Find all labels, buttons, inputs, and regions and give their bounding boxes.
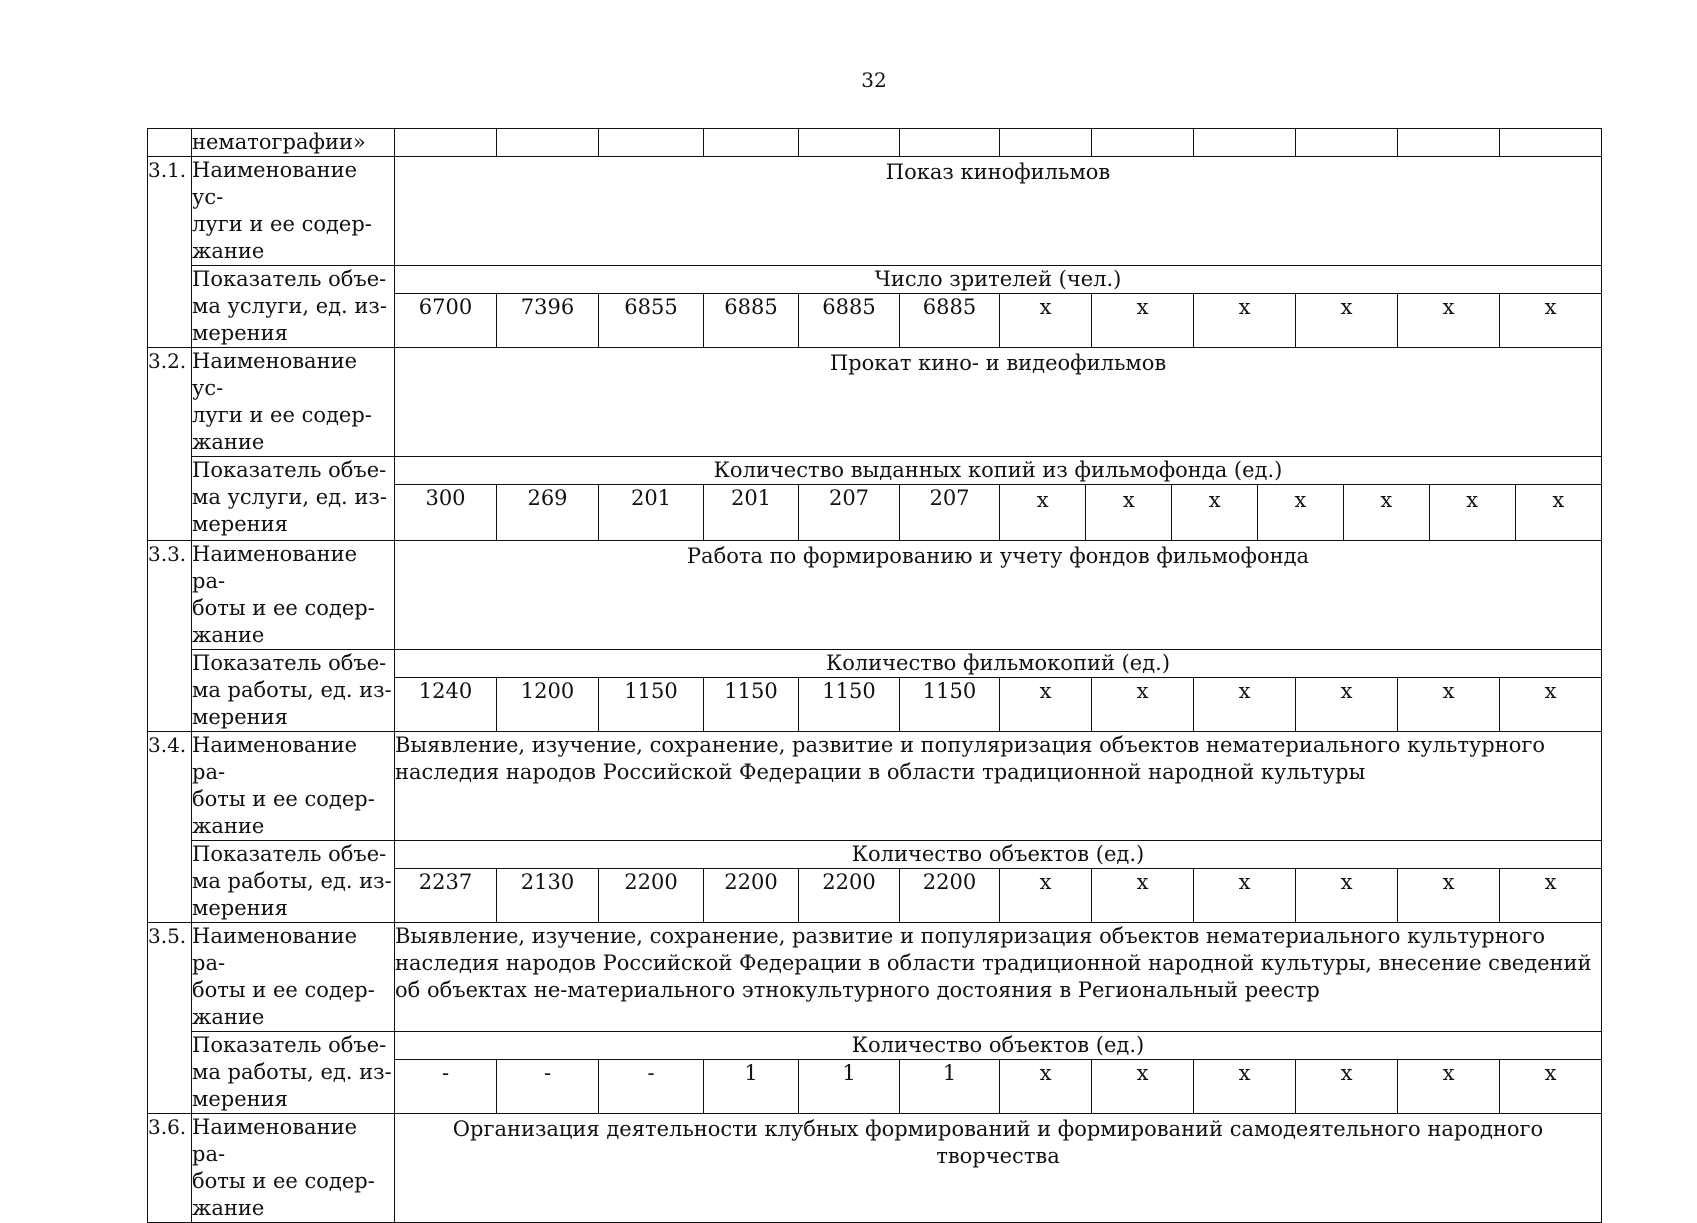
label-line: жание bbox=[192, 1196, 265, 1220]
empty-cell bbox=[1000, 129, 1092, 157]
value-cell: x bbox=[1194, 1060, 1296, 1114]
label-line: жание bbox=[192, 430, 265, 454]
value-cell: - bbox=[395, 1060, 497, 1114]
section-number: 3.6. bbox=[148, 1114, 192, 1223]
table-row bbox=[148, 1032, 1602, 1060]
label-line: Показатель объе- bbox=[192, 267, 387, 291]
empty-cell bbox=[599, 129, 704, 157]
value-cell: x bbox=[1515, 485, 1601, 540]
label-line: ма услуги, ед. из- bbox=[192, 294, 387, 318]
table-row bbox=[1000, 485, 1601, 540]
empty-cell bbox=[1500, 129, 1602, 157]
indicator-name: Количество фильмокопий (ед.) bbox=[395, 650, 1602, 678]
empty-cell bbox=[1194, 129, 1296, 157]
value-cell: x bbox=[1398, 869, 1500, 923]
table-row bbox=[148, 541, 1602, 650]
label-line: мерения bbox=[192, 512, 288, 536]
table-row bbox=[148, 732, 1602, 841]
table-row bbox=[148, 1114, 1602, 1223]
label-line: луги и ее содер- bbox=[192, 212, 372, 236]
table-row bbox=[148, 129, 1602, 157]
indicator-label bbox=[192, 457, 395, 541]
value-cell: 201 bbox=[704, 485, 799, 541]
label-line: мерения bbox=[192, 705, 288, 729]
value-cell: x bbox=[1000, 869, 1092, 923]
indicator-name: Число зрителей (чел.) bbox=[395, 266, 1602, 294]
service-name: Показ кинофильмов bbox=[395, 157, 1602, 266]
empty-cell bbox=[704, 129, 799, 157]
value-cell: 300 bbox=[395, 485, 497, 541]
service-name: Выявление, изучение, сохранение, развитие и популяризация объектов нематериального культурного наследия народов Российской Федерации в области традиционной народной культуры, внесение сведений об объектах не-материального этнокультурного достояния в Региональный реестр bbox=[395, 923, 1602, 1032]
value-cell: 1 bbox=[704, 1060, 799, 1114]
name-label bbox=[192, 923, 395, 1032]
service-name: Работа по формированию и учету фондов фильмофонда bbox=[395, 541, 1602, 650]
value-cell: x bbox=[1092, 678, 1194, 732]
table-row bbox=[148, 157, 1602, 266]
section-number: 3.3. bbox=[148, 541, 192, 732]
value-cell: x bbox=[1086, 485, 1172, 540]
num-cell bbox=[148, 129, 192, 157]
value-cell: x bbox=[1258, 485, 1344, 540]
empty-cell bbox=[1092, 129, 1194, 157]
value-cell: x bbox=[1092, 1060, 1194, 1114]
indicator-label bbox=[192, 1032, 395, 1114]
section-number: 3.2. bbox=[148, 348, 192, 541]
value-cell: 2237 bbox=[395, 869, 497, 923]
empty-cell bbox=[1296, 129, 1398, 157]
value-cell: x bbox=[1000, 678, 1092, 732]
section-number: 3.1. bbox=[148, 157, 192, 348]
name-label bbox=[192, 1114, 395, 1223]
value-cell: x bbox=[1000, 294, 1092, 348]
table-row bbox=[148, 650, 1602, 678]
empty-cell bbox=[395, 129, 497, 157]
value-cell: 6885 bbox=[900, 294, 1000, 348]
value-cell: 207 bbox=[900, 485, 1000, 541]
service-name: Организация деятельности клубных формирований и формирований самодеятельного народного творчества bbox=[395, 1114, 1602, 1223]
empty-cell bbox=[1398, 129, 1500, 157]
value-cell: x bbox=[1296, 294, 1398, 348]
label-line: луги и ее содер- bbox=[192, 403, 372, 427]
label-line: Наименование ус- bbox=[192, 349, 357, 400]
x-values-subtable bbox=[1000, 485, 1601, 540]
name-label bbox=[192, 732, 395, 841]
name-label bbox=[192, 157, 395, 266]
row-label: нематографии» bbox=[192, 129, 395, 157]
label-line: мерения bbox=[192, 321, 288, 345]
indicator-label bbox=[192, 841, 395, 923]
value-cell: x bbox=[1194, 294, 1296, 348]
value-cell: 1150 bbox=[900, 678, 1000, 732]
value-cell: 1240 bbox=[395, 678, 497, 732]
page-number: 32 bbox=[861, 68, 887, 92]
value-cell: 2200 bbox=[900, 869, 1000, 923]
value-cell: 1 bbox=[799, 1060, 900, 1114]
empty-cell bbox=[799, 129, 900, 157]
table-row bbox=[148, 457, 1602, 485]
label-line: боты и ее содер- bbox=[192, 787, 375, 811]
label-line: жание bbox=[192, 814, 265, 838]
value-cell: x bbox=[1500, 869, 1602, 923]
value-cell: x bbox=[1500, 294, 1602, 348]
value-cell: 2200 bbox=[704, 869, 799, 923]
label-line: Наименование ра- bbox=[192, 924, 357, 975]
table-row bbox=[148, 348, 1602, 457]
value-cell: x bbox=[1194, 869, 1296, 923]
value-cell: x bbox=[1398, 294, 1500, 348]
value-cell: x bbox=[1296, 678, 1398, 732]
label-line: боты и ее содер- bbox=[192, 978, 375, 1002]
label-line: боты и ее содер- bbox=[192, 596, 375, 620]
label-line: Наименование ра- bbox=[192, 733, 357, 784]
value-cell: 6885 bbox=[799, 294, 900, 348]
indicator-name: Количество объектов (ед.) bbox=[395, 841, 1602, 869]
value-cell: 6885 bbox=[704, 294, 799, 348]
indicator-name: Количество объектов (ед.) bbox=[395, 1032, 1602, 1060]
value-cell: x bbox=[1343, 485, 1429, 540]
value-cell: 6700 bbox=[395, 294, 497, 348]
label-line: боты и ее содер- bbox=[192, 1169, 375, 1193]
value-cell: 7396 bbox=[497, 294, 599, 348]
name-label bbox=[192, 348, 395, 457]
label-line: Показатель объе- bbox=[192, 842, 387, 866]
value-cell: 207 bbox=[799, 485, 900, 541]
table-row bbox=[148, 841, 1602, 869]
value-cell: x bbox=[1172, 485, 1258, 540]
value-cell: 201 bbox=[599, 485, 704, 541]
value-cell: 6855 bbox=[599, 294, 704, 348]
value-cell: - bbox=[497, 1060, 599, 1114]
indicator-label bbox=[192, 266, 395, 348]
label-line: жание bbox=[192, 1005, 265, 1029]
label-line: мерения bbox=[192, 896, 288, 920]
section-number: 3.5. bbox=[148, 923, 192, 1114]
service-name: Прокат кино- и видеофильмов bbox=[395, 348, 1602, 457]
value-cell: x bbox=[1092, 294, 1194, 348]
value-cell: 1150 bbox=[599, 678, 704, 732]
value-cell: 1150 bbox=[799, 678, 900, 732]
label-line: ма работы, ед. из- bbox=[192, 869, 392, 893]
value-cell: 1150 bbox=[704, 678, 799, 732]
value-cell: 269 bbox=[497, 485, 599, 541]
label-line: жание bbox=[192, 623, 265, 647]
value-cell: 2200 bbox=[799, 869, 900, 923]
table-row bbox=[148, 266, 1602, 294]
value-cell: 2130 bbox=[497, 869, 599, 923]
value-cell: 1200 bbox=[497, 678, 599, 732]
value-cell: x bbox=[1296, 1060, 1398, 1114]
label-line: Наименование ра- bbox=[192, 1115, 357, 1166]
label-line: жание bbox=[192, 239, 265, 263]
value-cell: x bbox=[1092, 869, 1194, 923]
value-cell: x bbox=[1500, 678, 1602, 732]
name-label bbox=[192, 541, 395, 650]
section-number: 3.4. bbox=[148, 732, 192, 923]
label-line: Показатель объе- bbox=[192, 1033, 387, 1057]
label-line: ма работы, ед. из- bbox=[192, 1060, 392, 1084]
label-line: мерения bbox=[192, 1087, 288, 1111]
label-line: ма услуги, ед. из- bbox=[192, 485, 387, 509]
label-line: Наименование ус- bbox=[192, 158, 357, 209]
value-cell: x bbox=[1036, 488, 1049, 512]
value-cell: x bbox=[1398, 678, 1500, 732]
indicator-name: Количество выданных копий из фильмофонда (ед.) bbox=[395, 457, 1602, 485]
value-cell: x bbox=[1194, 678, 1296, 732]
empty-cell bbox=[497, 129, 599, 157]
label-line: Показатель объе- bbox=[192, 458, 387, 482]
value-cell: 2200 bbox=[599, 869, 704, 923]
value-cell: - bbox=[599, 1060, 704, 1114]
services-table bbox=[147, 128, 1602, 1223]
value-cell: x bbox=[1000, 1060, 1092, 1114]
label-line: Показатель объе- bbox=[192, 651, 387, 675]
value-cell: x bbox=[1398, 1060, 1500, 1114]
indicator-label bbox=[192, 650, 395, 732]
x-values-group bbox=[1000, 485, 1602, 541]
value-cell: x bbox=[1429, 485, 1515, 540]
table-row bbox=[148, 923, 1602, 1032]
value-cell: 1 bbox=[900, 1060, 1000, 1114]
value-cell: x bbox=[1296, 869, 1398, 923]
label-line: Наименование ра- bbox=[192, 542, 357, 593]
value-cell: x bbox=[1500, 1060, 1602, 1114]
service-name: Выявление, изучение, сохранение, развитие и популяризация объектов нематериального культурного наследия народов Российской Федерации в области традиционной народной культуры bbox=[395, 732, 1602, 841]
label-line: ма работы, ед. из- bbox=[192, 678, 392, 702]
empty-cell bbox=[900, 129, 1000, 157]
